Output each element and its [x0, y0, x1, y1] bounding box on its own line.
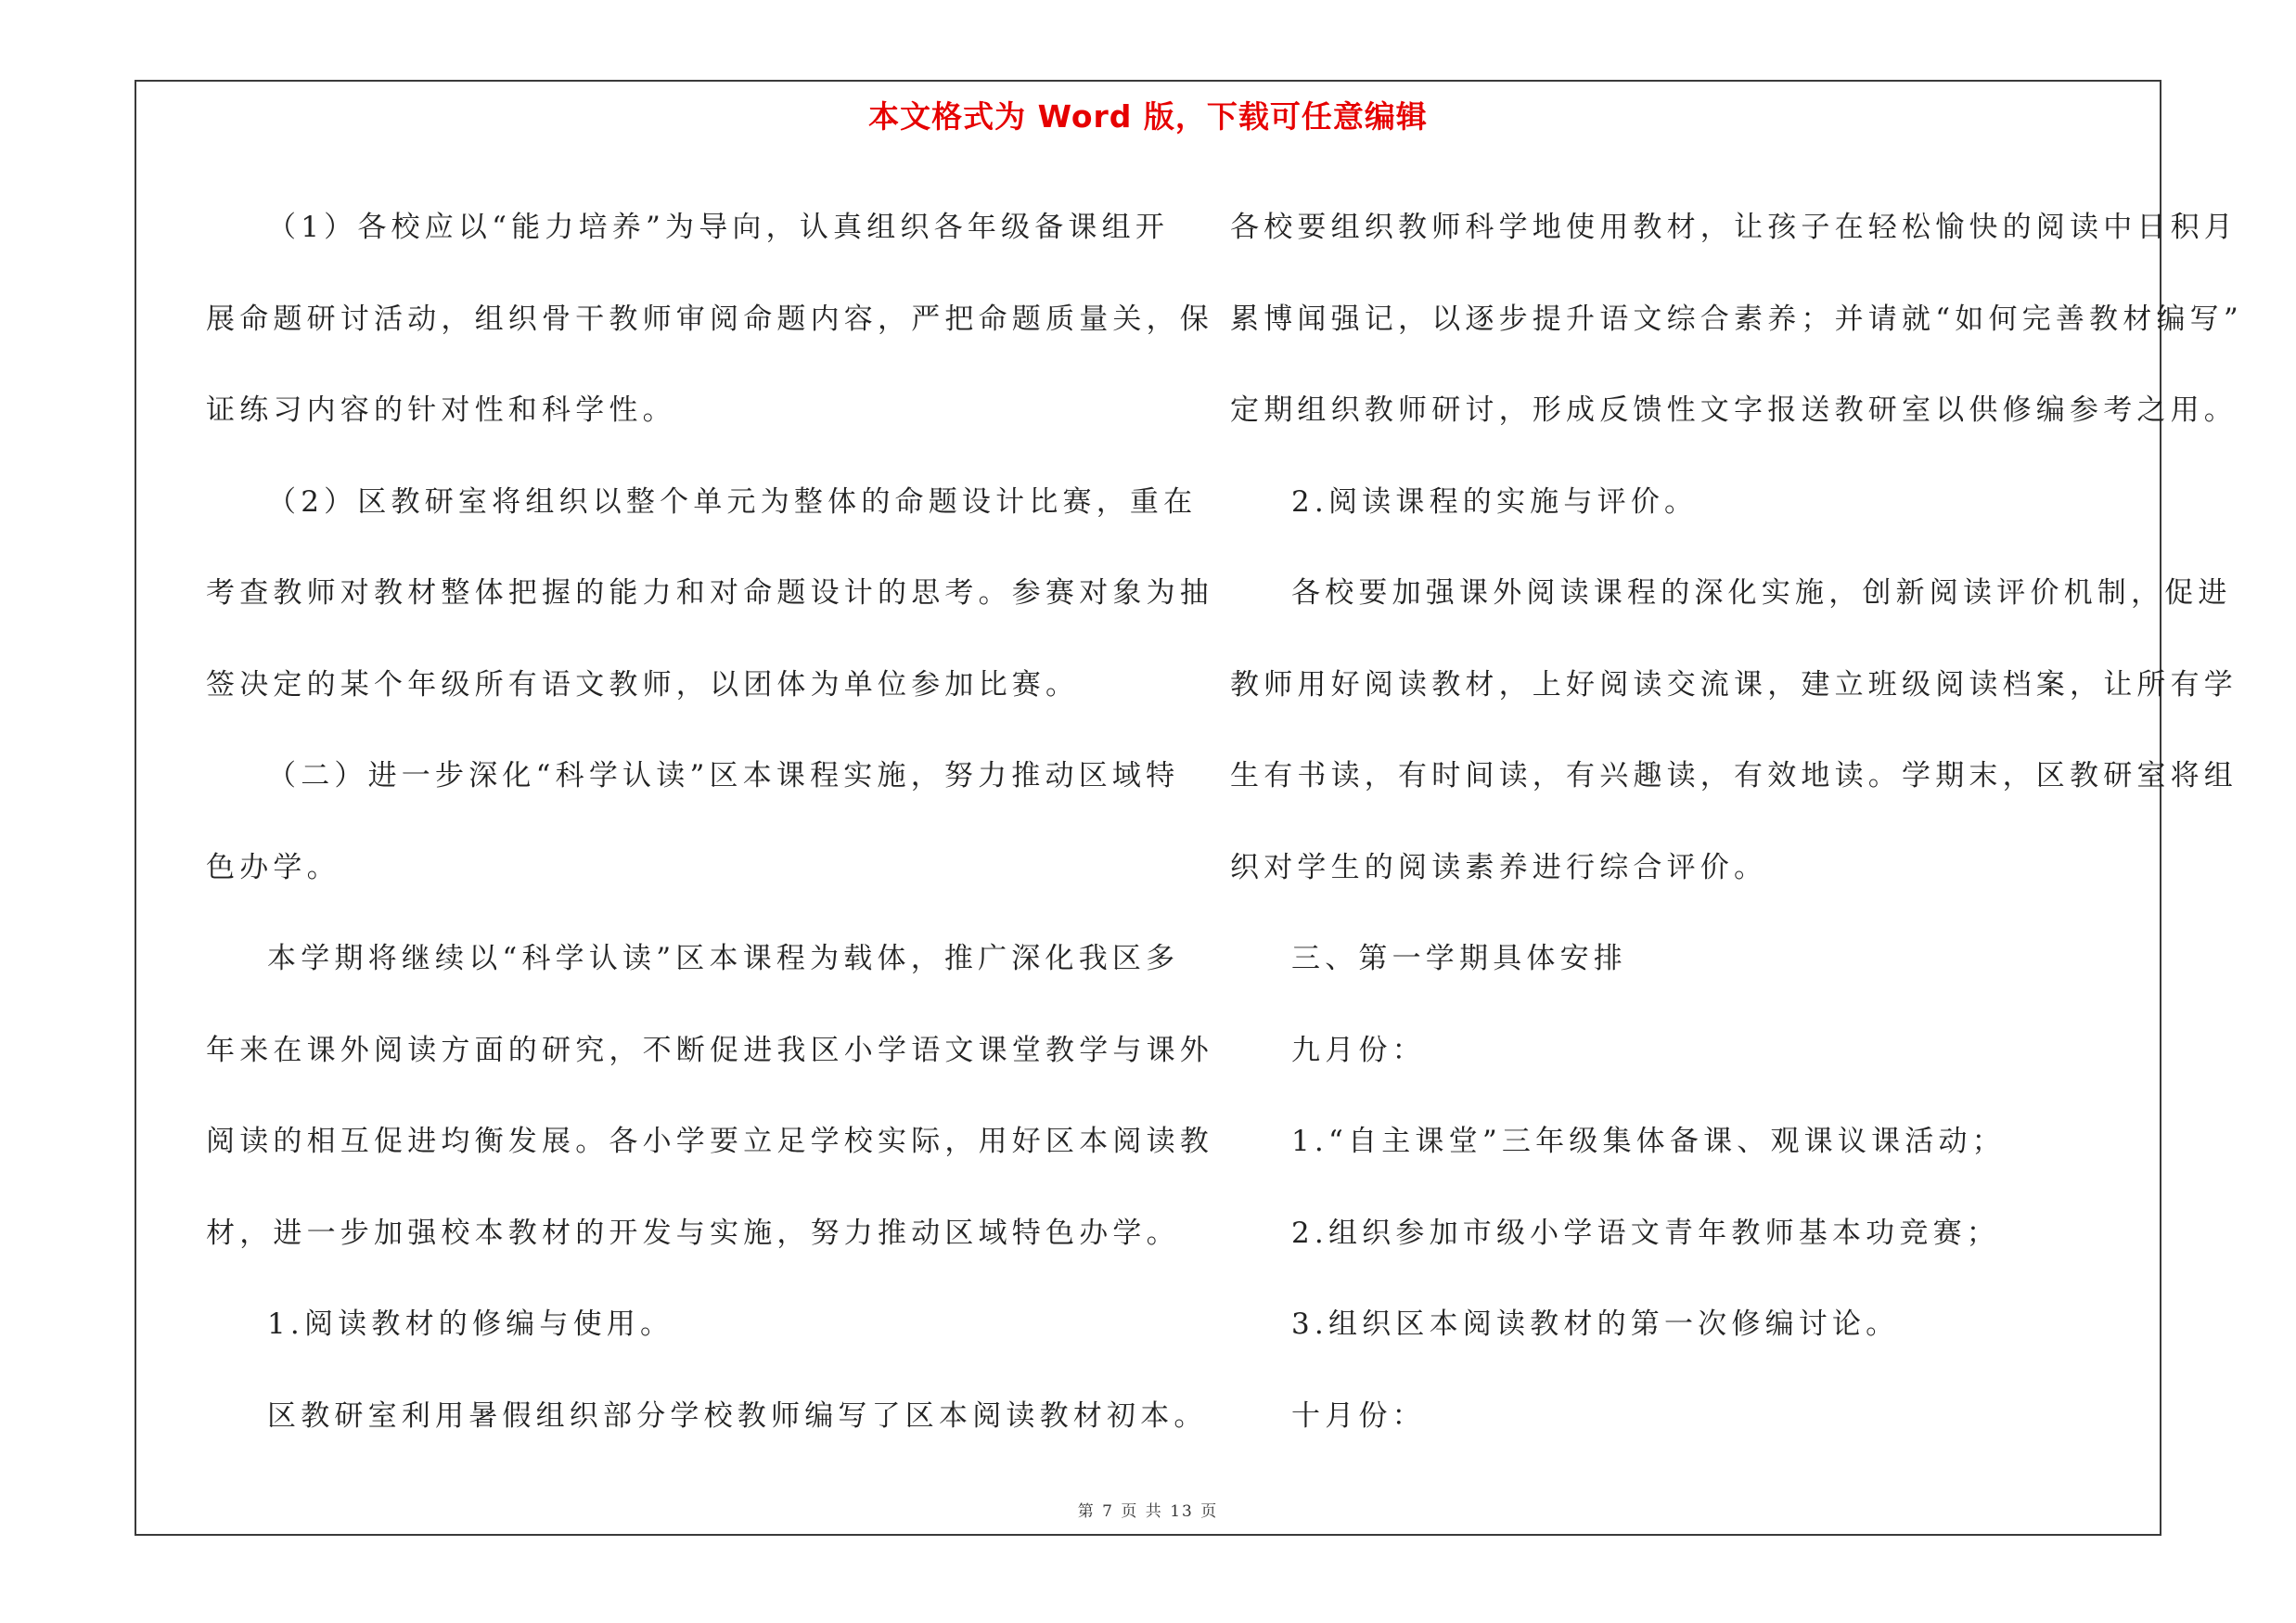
text-line: （2）区教研室将组织以整个单元为整体的命题设计比赛，重在	[267, 484, 1198, 519]
subsection-heading: 2.阅读课程的实施与评价。	[1291, 484, 1699, 519]
text-line: 证练习内容的针对性和科学性。	[206, 393, 676, 427]
text-line: 累博闻强记，以逐步提升语文综合素养；并请就“如何完善教材编写”	[1230, 302, 2243, 336]
right-column	[1230, 182, 2243, 1462]
text-line: （1）各校应以“能力培养”为导向，认真组织各年级备课组开	[267, 211, 1170, 244]
schedule-item: 2.组织参加市级小学语文青年教师基本功竞赛；	[1291, 1216, 2000, 1250]
month-heading: 九月份：	[1291, 1033, 1426, 1067]
text-line: 织对学生的阅读素养进行综合评价。	[1230, 850, 1768, 884]
text-line: 生有书读，有时间读，有兴趣读，有效地读。学期末，区教研室将组	[1230, 759, 2238, 792]
text-line: 本学期将继续以“科学认读”区本课程为载体，推广深化我区多	[267, 942, 1180, 975]
left-column	[206, 182, 1213, 1462]
text-line: 阅读的相互促进均衡发展。各小学要立足学校实际，用好区本阅读教	[206, 1125, 1213, 1158]
section-heading: 色办学。	[206, 850, 340, 884]
text-line: 展命题研讨活动，组织骨干教师审阅命题内容，严把命题质量关，保	[206, 302, 1213, 336]
text-line: 考查教师对教材整体把握的能力和对命题设计的思考。参赛对象为抽	[206, 576, 1213, 610]
schedule-item: 3.组织区本阅读教材的第一次修编讨论。	[1291, 1307, 1900, 1341]
text-line: 区教研室利用暑假组织部分学校教师编写了区本阅读教材初本。	[267, 1398, 1208, 1433]
schedule-item: 1.“自主课堂”三年级集体备课、观课议课活动；	[1291, 1125, 2006, 1158]
text-line: 材，进一步加强校本教材的开发与实施，努力推动区域特色办学。	[206, 1216, 1180, 1250]
text-line: 定期组织教师研讨，形成反馈性文字报送教研室以供修编参考之用。	[1230, 393, 2238, 427]
section-heading: 三、第一学期具体安排	[1291, 942, 1627, 975]
text-line: 年来在课外阅读方面的研究，不断促进我区小学语文课堂教学与课外	[206, 1033, 1213, 1067]
text-line: 各校要组织教师科学地使用教材，让孩子在轻松愉快的阅读中日积月	[1230, 211, 2238, 244]
format-notice-banner: 本文格式为 Word 版，下载可任意编辑	[868, 98, 1428, 135]
text-line: 教师用好阅读教材，上好阅读交流课，建立班级阅读档案，让所有学	[1230, 667, 2238, 702]
text-line: 签决定的某个年级所有语文教师，以团体为单位参加比赛。	[206, 667, 1080, 702]
month-heading: 十月份：	[1291, 1398, 1426, 1433]
subsection-heading: 1.阅读教材的修编与使用。	[267, 1307, 674, 1341]
page-number: 第 7 页 共 13 页	[1077, 1502, 1219, 1521]
text-line: 各校要加强课外阅读课程的深化实施，创新阅读评价机制，促进	[1291, 576, 2232, 610]
section-heading: （二）进一步深化“科学认读”区本课程实施，努力推动区域特	[267, 759, 1180, 792]
